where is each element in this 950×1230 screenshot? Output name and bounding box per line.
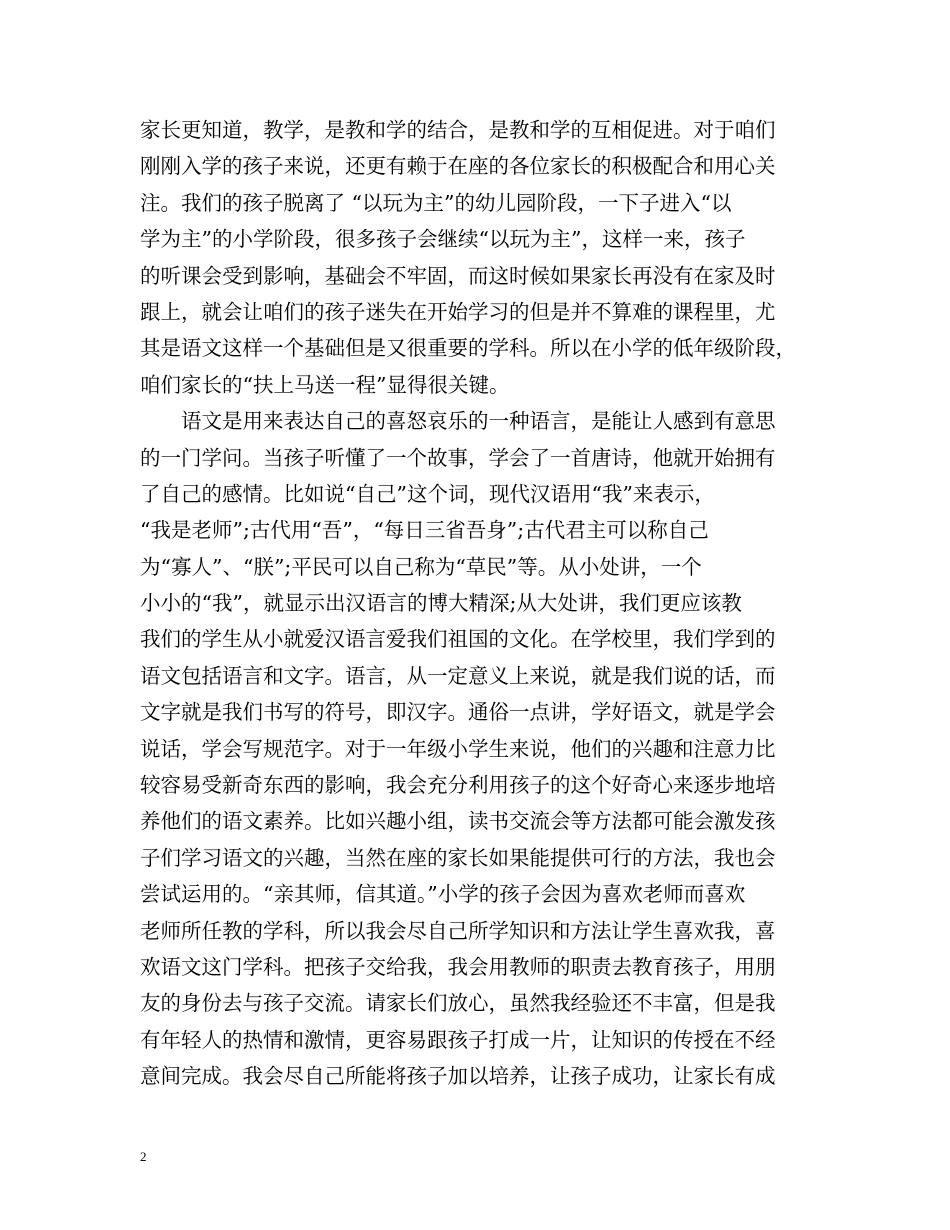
text-line: 小小的“我”，就显示出汉语言的博大精深;从大处讲，我们更应该教: [140, 591, 742, 616]
text-line: 咱们家长的“扶上马送一程”显得很关键。: [140, 372, 510, 397]
page-number: 2: [140, 1149, 147, 1164]
text-line: 为“寡人”、“朕”;平民可以自己称为“草民”等。从小处讲，一个: [140, 554, 702, 579]
text-line: 较容易受新奇东西的影响，我会充分利用孩子的这个好奇心来逐步地培: [140, 773, 776, 798]
text-line: “我是老师”;古代用“吾”，“每日三省吾身”;古代君主可以称自己: [140, 518, 709, 543]
text-line: 学为主”的小学阶段，很多孩子会继续“以玩为主”，这样一来，孩子: [140, 227, 746, 252]
text-line: 意间完成。我会尽自己所能将孩子加以培养，让孩子成功，让家长有成: [140, 1064, 776, 1089]
text-line: 语文是用来表达自己的喜怒哀乐的一种语言，是能让人感到有意思: [140, 409, 776, 434]
text-line: 养他们的语文素养。比如兴趣小组，读书交流会等方法都可能会激发孩: [140, 809, 776, 834]
text-line: 有年轻人的热情和激情，更容易跟孩子打成一片，让知识的传授在不经: [140, 1027, 776, 1052]
text-line: 友的身份去与孩子交流。请家长们放心，虽然我经验还不丰富，但是我: [140, 991, 776, 1016]
text-line: 刚刚入学的孩子来说，还更有赖于在座的各位家长的积极配合和用心关: [140, 154, 776, 179]
text-line: 了自己的感情。比如说“自己”这个词，现代汉语用“我”来表示，: [140, 481, 715, 506]
text-line: 欢语文这门学科。把孩子交给我，我会用教师的职责去教育孩子，用朋: [140, 954, 776, 979]
text-line: 家长更知道，教学，是教和学的结合，是教和学的互相促进。对于咱们: [140, 118, 776, 142]
text-line: 注。我们的孩子脱离了 “以玩为主”的幼儿园阶段，一下子进入“以: [140, 190, 732, 215]
text-line: 语文包括语言和文字。语言，从一定意义上来说，就是我们说的话，而: [140, 663, 776, 688]
text-line: 文字就是我们书写的符号，即汉字。通俗一点讲，学好语文，就是学会: [140, 700, 776, 725]
text-line: 老师所任教的学科，所以我会尽自己所学知识和方法让学生喜欢我，喜: [140, 918, 776, 943]
text-line: 跟上，就会让咱们的孩子迷失在开始学习的但是并不算难的课程里，尤: [140, 299, 776, 324]
text-line: 的听课会受到影响，基础会不牢固，而这时候如果家长再没有在家及时: [140, 263, 776, 288]
text-line: 说话，学会写规范字。对于一年级小学生来说，他们的兴趣和注意力比: [140, 736, 776, 761]
body-text: [140, 112, 812, 1095]
text-line: 的一门学问。当孩子听懂了一个故事，学会了一首唐诗，他就开始拥有: [140, 445, 776, 470]
text-line: 我们的学生从小就爱汉语言爱我们祖国的文化。在学校里，我们学到的: [140, 627, 776, 652]
text-line: 子们学习语文的兴趣，当然在座的家长如果能提供可行的方法，我也会: [140, 845, 776, 870]
text-line: 其是语文这样一个基础但是又很重要的学科。所以在小学的低年级阶段，: [140, 336, 796, 361]
text-line: 尝试运用的。“亲其师，信其道。”小学的孩子会因为喜欢老师而喜欢: [140, 882, 746, 907]
